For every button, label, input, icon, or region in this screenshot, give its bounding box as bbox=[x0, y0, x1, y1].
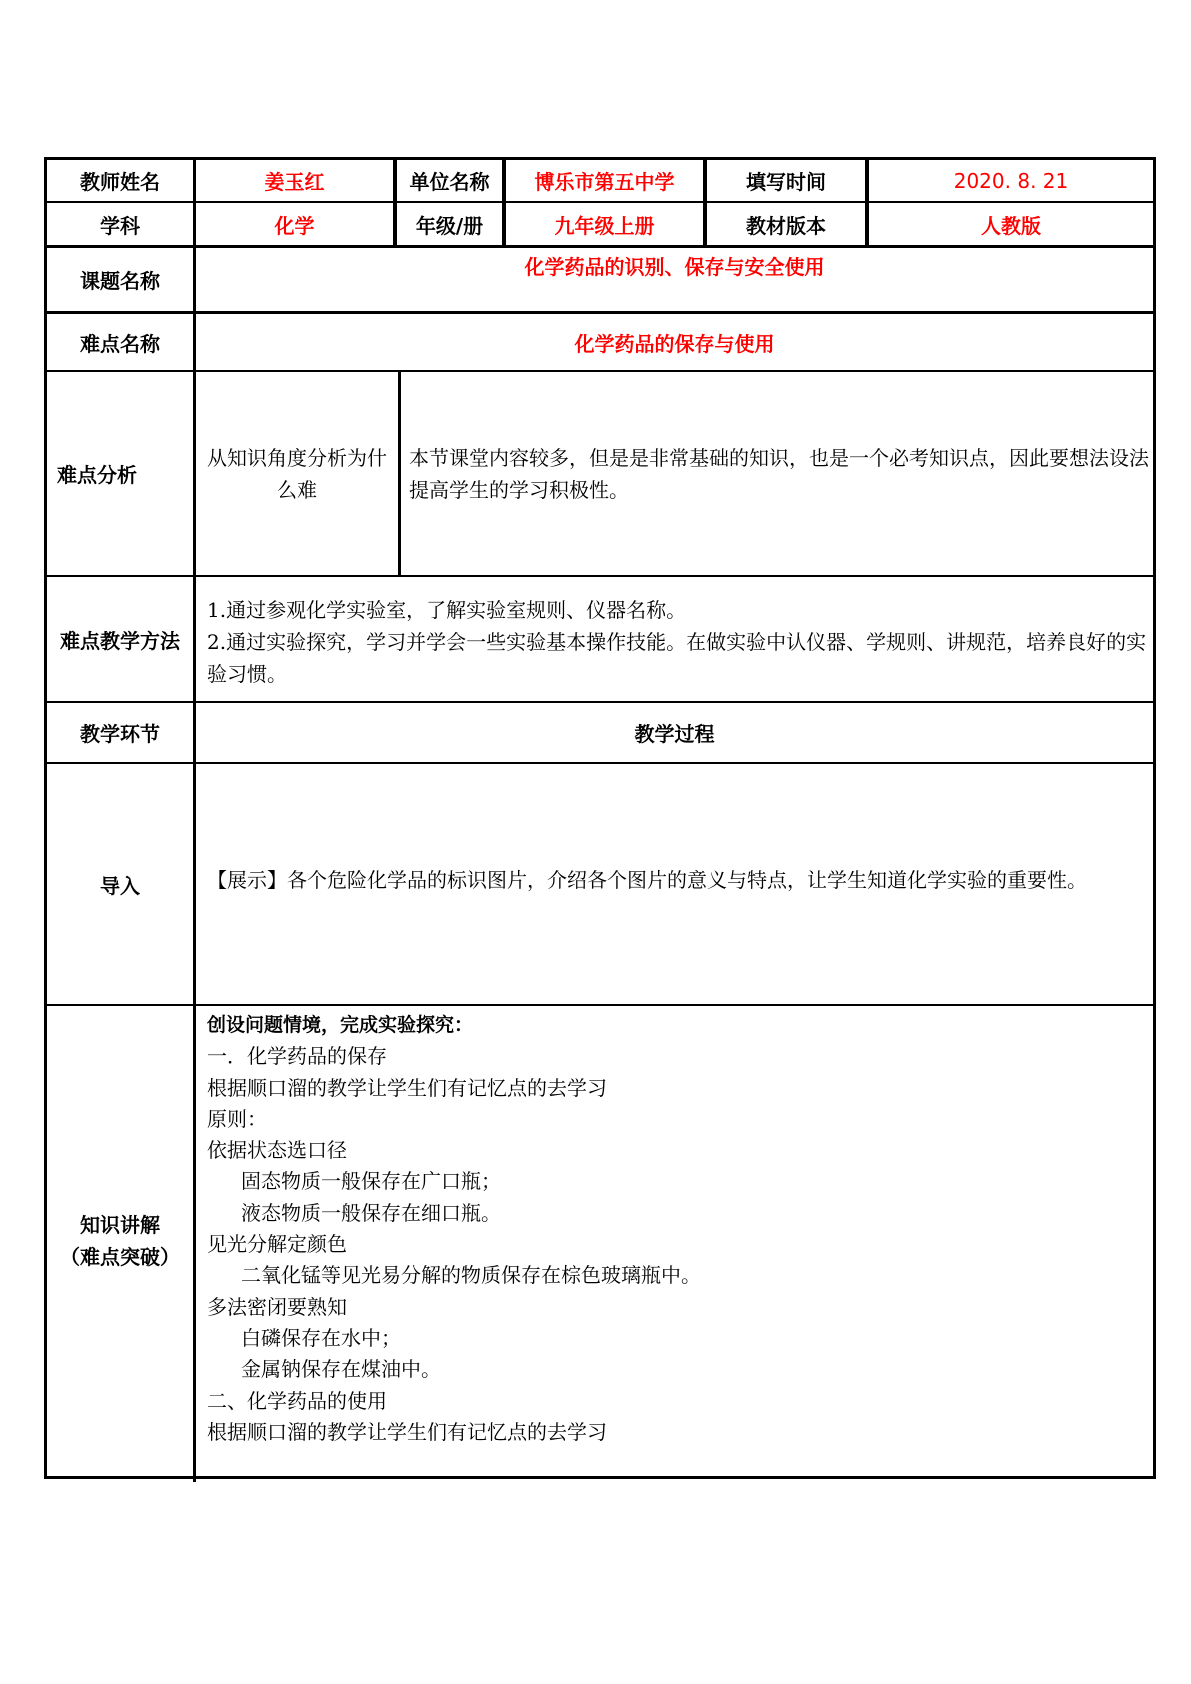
process-header: 教学过程 bbox=[634, 722, 715, 746]
row-divider bbox=[47, 575, 1153, 577]
knowledge-line: 多法密闭要熟知 bbox=[207, 1294, 347, 1319]
method-line-1: 1.通过参观化学实验室，了解实验室规则、仪器名称。 bbox=[207, 598, 687, 622]
knowledge-heading: 创设问题情境，完成实验探究： bbox=[207, 1014, 474, 1036]
analysis-label: 难点分析 bbox=[57, 463, 137, 487]
difficulty-value: 化学药品的保存与使用 bbox=[574, 331, 775, 356]
method-line-2: 2.通过实验探究，学习并学会一些实验基本操作技能。在做实验中认仪器、学规则、讲规范，培养良好的实验习惯。 bbox=[207, 630, 1147, 686]
knowledge-label-line-2: （难点突破） bbox=[60, 1245, 180, 1269]
knowledge-line: 一．化学药品的保存 bbox=[207, 1044, 387, 1069]
knowledge-label bbox=[47, 1006, 193, 1476]
knowledge-line: 原则： bbox=[207, 1106, 267, 1131]
textbook-edition-value: 人教版 bbox=[981, 213, 1041, 238]
knowledge-label-line-1: 知识讲解 bbox=[80, 1213, 160, 1237]
grade-value: 九年级上册 bbox=[554, 213, 655, 238]
analysis-sub-label: 从知识角度分析为什么难 bbox=[207, 445, 387, 502]
intro-label: 导入 bbox=[100, 873, 140, 898]
unit-name-value: 博乐市第五中学 bbox=[534, 170, 675, 194]
analysis-text: 本节课堂内容较多，但是是非常基础的知识，也是一个必考知识点，因此要想法设法提高学生的学习积极性。 bbox=[409, 446, 1149, 502]
teacher-name-label: 教师姓名 bbox=[80, 170, 160, 194]
intro-text: 【展示】各个危险化学品的标识图片，介绍各个图片的意义与特点，让学生知道化学实验的重要性。 bbox=[207, 868, 1087, 892]
knowledge-line: 固态物质一般保存在广口瓶； bbox=[241, 1169, 501, 1194]
knowledge-line: 根据顺口溜的教学让学生们有记忆点的去学习 bbox=[207, 1419, 607, 1444]
fill-date-value: 2020. 8. 21 bbox=[953, 168, 1069, 193]
knowledge-line: 见光分解定颜色 bbox=[207, 1232, 347, 1257]
row-divider bbox=[47, 1004, 1153, 1006]
knowledge-line: 依据状态选口径 bbox=[207, 1138, 347, 1163]
knowledge-line: 白磷保存在水中； bbox=[241, 1325, 401, 1350]
difficulty-label: 难点名称 bbox=[80, 331, 160, 356]
topic-value: 化学药品的识别、保存与安全使用 bbox=[524, 254, 825, 279]
process-stage-label: 教学环节 bbox=[80, 722, 160, 746]
knowledge-line: 二、化学药品的使用 bbox=[207, 1388, 387, 1413]
knowledge-line: 金属钠保存在煤油中。 bbox=[241, 1357, 441, 1382]
fill-date-label: 填写时间 bbox=[746, 170, 826, 194]
textbook-edition-label: 教材版本 bbox=[746, 213, 826, 238]
topic-label: 课题名称 bbox=[80, 269, 160, 293]
knowledge-line: 根据顺口溜的教学让学生们有记忆点的去学习 bbox=[207, 1075, 607, 1100]
subject-value: 化学 bbox=[274, 213, 315, 238]
knowledge-line: 二氧化锰等见光易分解的物质保存在棕色玻璃瓶中。 bbox=[241, 1263, 701, 1288]
knowledge-line: 液态物质一般保存在细口瓶。 bbox=[241, 1200, 501, 1225]
unit-name-label: 单位名称 bbox=[409, 170, 490, 194]
knowledge-content bbox=[207, 1010, 1147, 1448]
row-divider bbox=[47, 762, 1153, 764]
method-label: 难点教学方法 bbox=[60, 628, 180, 653]
teacher-name-value: 姜玉红 bbox=[264, 170, 325, 194]
column-divider bbox=[398, 371, 401, 577]
method-text bbox=[207, 594, 1147, 690]
lesson-plan-table bbox=[44, 157, 1156, 1479]
subject-label: 学科 bbox=[100, 213, 140, 238]
grade-label: 年级/册 bbox=[415, 213, 484, 238]
